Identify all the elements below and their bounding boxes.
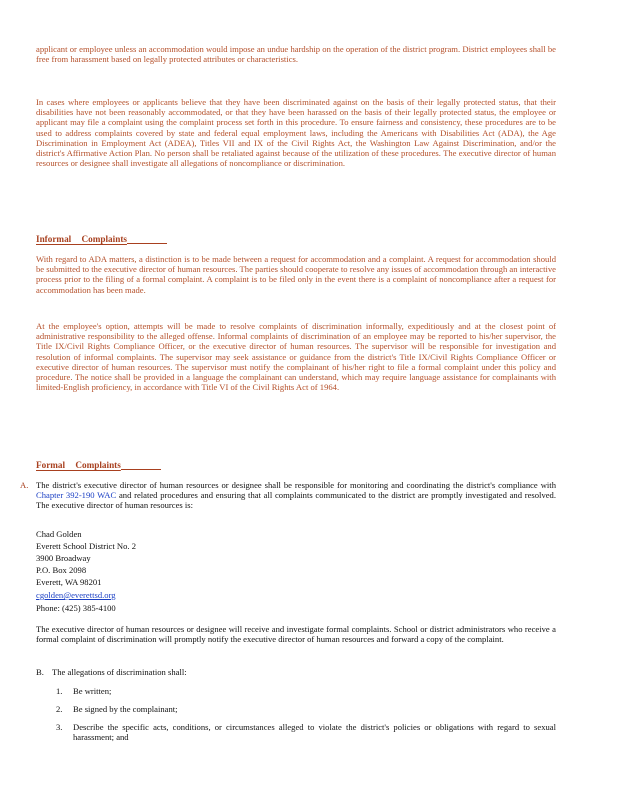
section-b-marker: B. xyxy=(36,667,44,677)
section-a-text-before: The district's executive director of human resources or designee shall be responsible for monitoring and coordinating the district's compliance with xyxy=(36,480,556,490)
informal-complaints-heading: Informal Complaints xyxy=(36,234,167,244)
section-b-text: The allegations of discrimination shall: xyxy=(52,667,187,677)
list-item-text: Describe the specific acts, conditions, or circumstances alleged to violate the district's policies or obligations with regard to sexual harassment; and xyxy=(73,722,556,743)
exec-director-paragraph: The executive director of human resources or designee will receive and investigate formal complaints. School or district administrators who receive a formal complaint of discrimination will promptly notify the executive director of human resources and forward a copy of the complaint. xyxy=(36,624,556,645)
informal-paragraph-ada: With regard to ADA matters, a distinction is to be made between a request for accommodation and a complaint. A request for accommodation should be submitted to the executive director of human resources. The parties should cooperate to resolve any issues of accommodation through an interactive process prior to the filing of a formal complaint. A complaint is to be filed only in the event there is a complaint of noncompliance after a request for accommodation has been made. xyxy=(36,254,556,295)
informal-paragraph-options: At the employee's option, attempts will be made to resolve complaints of discrimination informally, expeditiously and at the closest point of administrative responsibility to the alleged offense. Informal complaints of discrimination of an employee may be reported to his/her supervisor, the Title IX/Civil Rights Compliance Officer, or the executive director of human resources. The supervisor will be responsible for investigation and resolution of informal complaints. The supervisor may seek assistance or guidance from the district's Title IX/Civil Rights Compliance Officer or executive director of human resources. The supervisor must notify the complainant of his/her right to file a formal complaint under this policy and procedure. The notice shall be provided in a language the complainant can understand, which may require language assistance for complainants with limited-English proficiency, in accordance with Title VI of the Civil Rights Act of 1964. xyxy=(36,321,556,393)
contact-name: Chad Golden xyxy=(36,529,82,539)
section-a-text-after: and related procedures and ensuring that all complaints communicated to the district are promptly investigated and resolved. The executive director of human resources is: xyxy=(36,490,556,511)
list-item-number: 1. xyxy=(56,686,63,696)
list-item-number: 3. xyxy=(56,722,63,732)
formal-complaints-heading: Formal Complaints xyxy=(36,460,161,470)
section-a-paragraph xyxy=(36,480,556,511)
wac-citation-link[interactable]: Chapter 392-190 WAC xyxy=(36,490,117,501)
contact-pobox: P.O. Box 2098 xyxy=(36,565,87,575)
contact-city: Everett, WA 98201 xyxy=(36,577,102,587)
contact-phone: Phone: (425) 385-4100 xyxy=(36,603,116,613)
list-item-text: Be signed by the complainant; xyxy=(73,704,178,714)
intro-paragraph: applicant or employee unless an accommodation would impose an undue hardship on the operation of the district program. District employees shall be free from harassment based on legally protected attributes or characteristics. xyxy=(36,44,556,65)
contact-email-link[interactable]: cgolden@everettsd.org xyxy=(36,590,116,600)
contact-street: 3900 Broadway xyxy=(36,553,91,563)
section-a-marker: A. xyxy=(20,480,29,490)
contact-organization: Everett School District No. 2 xyxy=(36,541,137,551)
cases-paragraph: In cases where employees or applicants believe that they have been discriminated against on the basis of their legally protected status, that their disabilities have not been reasonably accommodated, or that they have been harassed on the basis of their legally protected status, the employee or applicant may file a complaint using the complaint process set forth in this procedure. To ensure fairness and consistency, these procedures are to be used to address complaints covered by state and federal equal employment laws, including the Americans with Disabilities Act (ADA), the Age Discrimination in Employment Act (ADEA), Titles VII and IX of the Civil Rights Act, the Washington Law Against Discrimination, and/or the district's Affirmative Action Plan. No person shall be retaliated against because of the utilization of these procedures. The executive director of human resources or designee shall investigate all allegations of noncompliance or discrimination. xyxy=(36,97,556,169)
list-item-text: Be written; xyxy=(73,686,112,696)
list-item-number: 2. xyxy=(56,704,63,714)
